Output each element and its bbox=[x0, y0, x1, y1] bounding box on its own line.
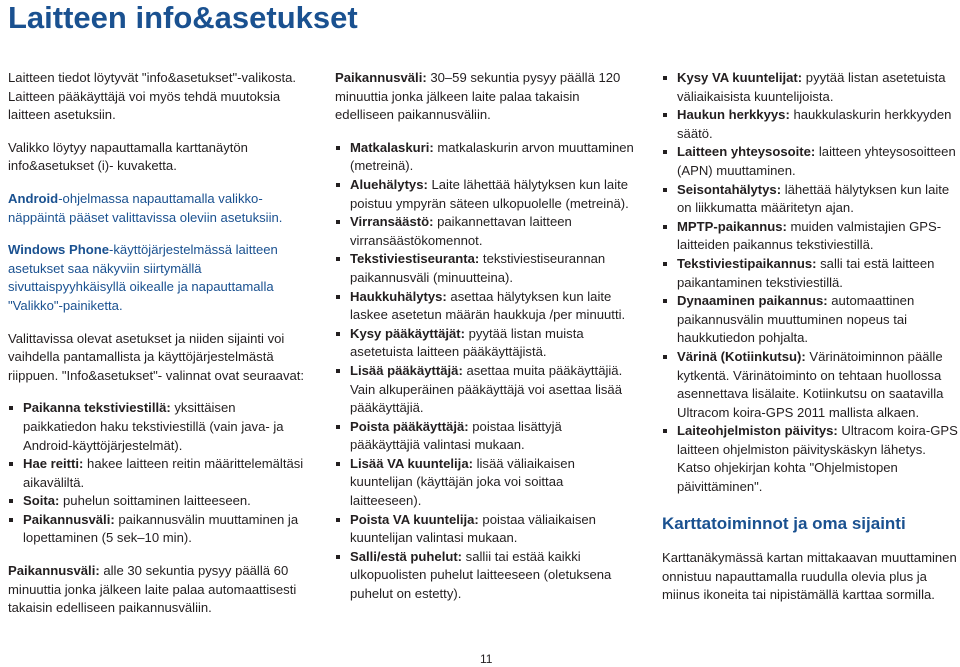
interval-note-text: alle 30 sekuntia pysyy päällä 60 minuuttia jonka jälkeen laite palaa automaattisesti takaisin edelliseen paikannusväliin. bbox=[8, 563, 297, 616]
item-text: hakee laitteen reitin määrittelemältäsi aikaväliltä. bbox=[23, 456, 304, 490]
item-label: Kysy pääkäyttäjät: bbox=[350, 325, 465, 341]
item-label: Poista pääkäyttäjä: bbox=[350, 418, 469, 434]
item-text: lähettää hälytyksen kun laite on liikkumatta määritetyn ajan. bbox=[677, 181, 950, 216]
item-label: Seisontahälytys: bbox=[677, 181, 782, 197]
column-3 bbox=[662, 69, 960, 605]
item-label: Lisää VA kuuntelija: bbox=[350, 455, 473, 471]
item-label: Virransäästö: bbox=[350, 214, 434, 230]
android-label: Android bbox=[8, 190, 59, 206]
item-label: Laitteen yhteysosoite: bbox=[677, 144, 816, 160]
item-text: laitteen yhteysosoitteen (APN) muuttaminen. bbox=[677, 144, 956, 178]
interval-note-2-paragraph bbox=[335, 69, 635, 125]
item-label: Hae reitti: bbox=[23, 456, 84, 472]
list-item bbox=[662, 292, 960, 348]
android-text: -ohjelmassa napauttamalla valikko-näppäintä pääset valittavissa oleviin asetuksiin. bbox=[8, 190, 283, 225]
item-label: Salli/estä puhelut: bbox=[350, 548, 463, 564]
list-item bbox=[662, 255, 960, 292]
android-paragraph bbox=[8, 190, 308, 227]
list-item bbox=[662, 422, 960, 496]
item-text: automaattinen paikannusvälin muuttuminen nopeus tai haukkutiedon pohjalta. bbox=[677, 293, 915, 346]
interval-note-paragraph bbox=[8, 562, 308, 618]
settings-list-2 bbox=[335, 139, 635, 604]
item-label: Haukkuhälytys: bbox=[350, 288, 447, 304]
item-text: matkalaskurin arvon muuttaminen (metreinä). bbox=[350, 139, 634, 174]
settings-list-1 bbox=[8, 399, 308, 548]
list-item bbox=[335, 250, 635, 287]
list-item bbox=[335, 139, 635, 176]
item-text: yksittäisen paikkatiedon haku tekstiviestillä (vain java- ja Android-käyttöjärjestelmät). bbox=[23, 400, 284, 453]
settings-intro-paragraph: Valittavissa olevat asetukset ja niiden sijainti voi vaihdella pantamallista ja käyttöjärjestelmästä riippuen. "Info&asetukset"- valinnat ovat seuraavat: bbox=[8, 330, 305, 383]
list-item bbox=[662, 143, 960, 180]
section-heading-map: Karttatoiminnot ja oma sijainti bbox=[662, 513, 906, 533]
page-title: Laitteen info&asetukset bbox=[8, 0, 358, 35]
item-text: paikannettavan laitteen virransäästökomennot. bbox=[350, 214, 572, 248]
item-label: Tekstiviestiseuranta: bbox=[350, 251, 480, 267]
item-text: salli tai estä laitteen paikantaminen tekstiviestillä. bbox=[677, 255, 935, 290]
windows-phone-paragraph bbox=[8, 241, 308, 315]
column-2 bbox=[335, 69, 635, 618]
settings-list-3 bbox=[662, 69, 960, 497]
interval-note-2-label: Paikannusväli: bbox=[335, 70, 427, 85]
item-label: Laiteohjelmiston päivitys: bbox=[677, 423, 838, 439]
interval-note-2-text: 30–59 sekuntia pysyy päällä 120 minuuttia jonka jälkeen laite palaa takaisin edelliseen paikannusväliin. bbox=[335, 70, 621, 123]
item-text: pyytää listan muista asetetuista laitteen pääkäyttäjistä. bbox=[350, 325, 584, 360]
list-item bbox=[662, 348, 960, 422]
item-text: poistaa lisättyjä pääkäyttäjiä valintasi mukaan. bbox=[350, 418, 562, 453]
list-item bbox=[335, 511, 635, 548]
intro-paragraph: Laitteen tiedot löytyvät "info&asetukset"-valikosta. Laitteen pääkäyttäjä voi myös tehdä muutoksia laitteen asetuksiin. bbox=[8, 70, 297, 123]
item-text: lisää väliaikaisen kuuntelijan (käyttäjän joka voi soittaa laitteeseen). bbox=[350, 455, 575, 509]
item-label: Paikanna tekstiviestillä: bbox=[23, 400, 171, 416]
item-label: Paikannusväli: bbox=[23, 511, 115, 527]
list-item bbox=[335, 362, 635, 418]
windows-phone-text: -käyttöjärjestelmässä laitteen asetukset saa näkyviin siirtymällä sivuttaispyyhkäisyllä oikealle ja napauttamalla "Valikko"-painiketta. bbox=[8, 242, 278, 313]
item-text: Värinätoiminnon päälle kytkentä. Värinätoiminto on tehtaan huollossa asennettava lisälaite. Kotiinkutsu on saatavilla Ultracom koira-GPS 2011 mallista alkaen. bbox=[677, 348, 944, 420]
list-item bbox=[335, 418, 635, 455]
item-text: muiden valmistajien GPS-laitteiden paikannus tekstiviestillä. bbox=[677, 218, 942, 253]
item-label: Poista VA kuuntelija: bbox=[350, 511, 479, 527]
item-text: asettaa hälytyksen kun laite laskee asetetun määrän haukkuja /per minuutti. bbox=[350, 288, 626, 323]
item-text: sallii tai estää kaikki ulkopuolisten puhelut laitteeseen (oletuksena puhelut on estetty). bbox=[350, 548, 612, 602]
map-paragraph: Karttanäkymässä kartan mittakaavan muuttaminen onnistuu napauttamalla ruudulla olevia plus ja miinus ikoneita tai nipistämällä karttaa sormilla. bbox=[662, 550, 957, 603]
item-label: Värinä (Kotiinkutsu): bbox=[677, 348, 806, 364]
item-label: Lisää pääkäyttäjä: bbox=[350, 362, 463, 378]
item-text: pyytää listan asetetuista väliaikaisista kuuntelijoista. bbox=[677, 70, 946, 104]
list-item bbox=[8, 455, 308, 492]
list-item bbox=[335, 213, 635, 250]
list-item bbox=[335, 548, 635, 604]
item-label: Matkalaskuri: bbox=[350, 139, 434, 155]
page-number: 11 bbox=[480, 652, 493, 666]
list-item bbox=[662, 218, 960, 255]
list-item bbox=[8, 399, 308, 455]
item-text: poistaa väliaikaisen kuuntelijan valintasi mukaan. bbox=[350, 511, 596, 546]
item-text: haukkulaskurin herkkyyden säätö. bbox=[677, 107, 952, 141]
item-text: puhelun soittaminen laitteeseen. bbox=[59, 493, 251, 509]
item-text: Laite lähettää hälytyksen kun laite poistuu ympyrän säteen ulkopuolelle (metreinä). bbox=[350, 176, 629, 211]
item-text: Ultracom koira-GPS laitteen ohjelmiston päivityskäskyn lähetys. Katso ohjekirjan kohta "Ohjelmistopen päivittäminen". bbox=[677, 423, 958, 495]
item-label: Dynaaminen paikannus: bbox=[677, 293, 828, 309]
item-text: paikannusvälin muuttaminen ja lopettaminen (5 sek–10 min). bbox=[23, 511, 299, 546]
item-label: Tekstiviestipaikannus: bbox=[677, 255, 817, 271]
menu-location-paragraph: Valikko löytyy napauttamalla karttanäytön info&asetukset (i)- kuvaketta. bbox=[8, 139, 248, 174]
item-label: MPTP-paikannus: bbox=[677, 218, 787, 234]
item-text: asettaa muita pääkäyttäjiä. Vain alkuperäinen pääkäyttäjä voi asettaa lisää pääkäyttäjiä. bbox=[350, 362, 623, 416]
list-item bbox=[335, 176, 635, 213]
list-item bbox=[335, 325, 635, 362]
list-item bbox=[335, 455, 635, 511]
list-item bbox=[662, 69, 960, 106]
list-item bbox=[662, 106, 960, 143]
list-item bbox=[662, 181, 960, 218]
item-label: Haukun herkkyys: bbox=[677, 107, 790, 123]
list-item bbox=[8, 511, 308, 548]
interval-note-label: Paikannusväli: bbox=[8, 563, 100, 579]
item-label: Aluehälytys: bbox=[350, 176, 428, 192]
column-1 bbox=[8, 69, 308, 632]
list-item bbox=[335, 288, 635, 325]
list-item bbox=[8, 492, 308, 511]
windows-phone-label: Windows Phone bbox=[8, 242, 109, 258]
item-text: tekstiviestiseurannan paikannusväli (minuutteina). bbox=[350, 251, 606, 285]
item-label: Kysy VA kuuntelijat: bbox=[677, 70, 803, 85]
item-label: Soita: bbox=[23, 493, 60, 509]
